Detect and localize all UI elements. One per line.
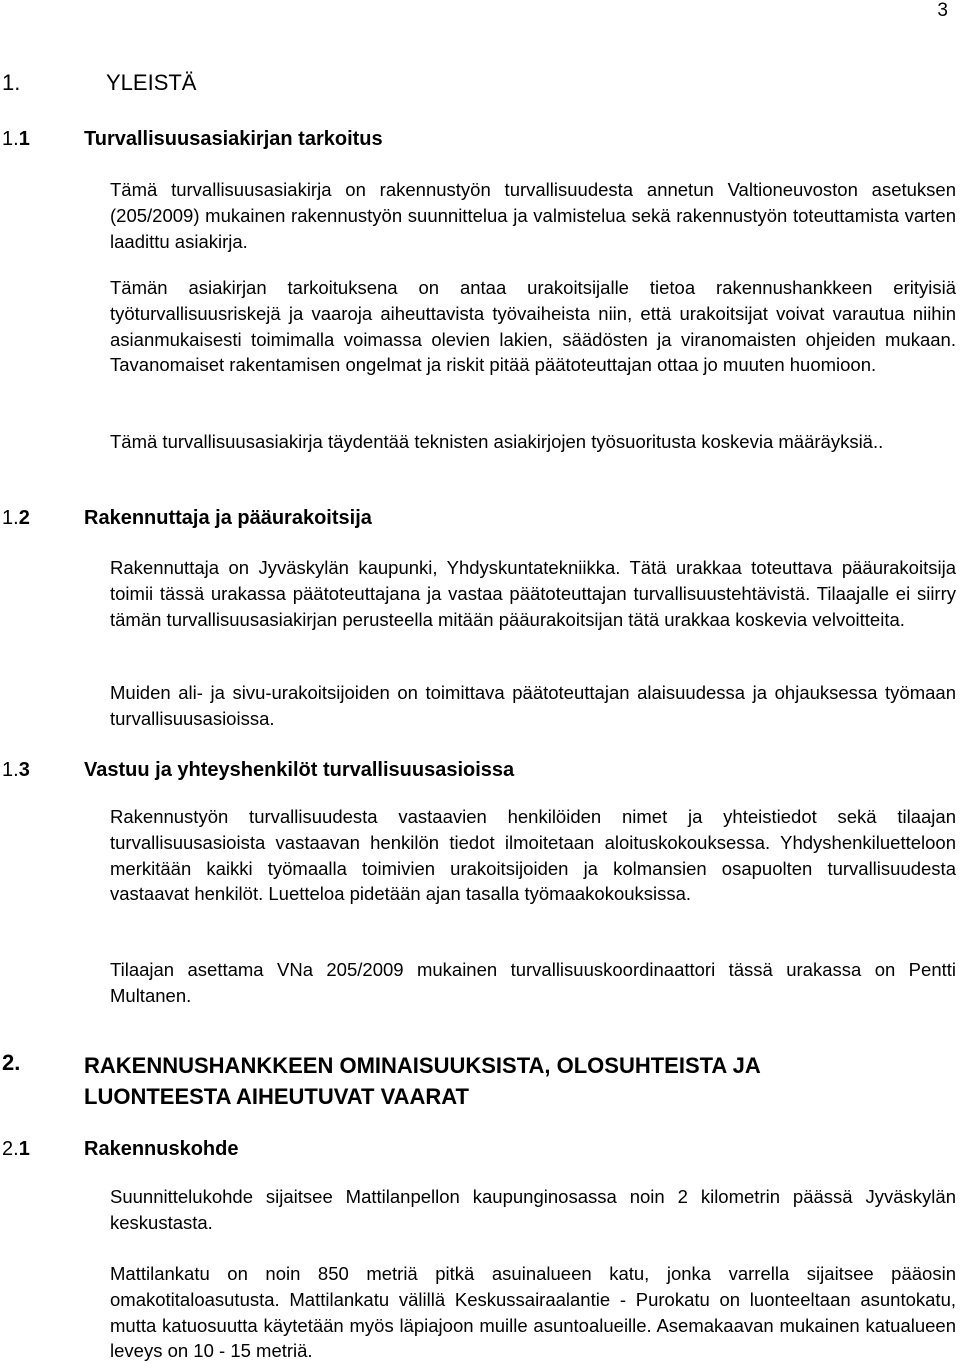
paragraph: Mattilankatu on noin 850 metriä pitkä asuinalueen katu, jonka varrella sijaitsee pääosin omakotitaloasutusta. Mattilankatu välillä Keskussairaalantie - Purokatu on luonteeltaan asuntokatu, mutta katuosuutta käytetään myös läpiajoon muille asuntoalueille. Asemakaavan mukainen katualueen leveys on 10 - 15 metriä. xyxy=(110,1263,956,1362)
paragraph: Suunnittelukohde sijaitsee Mattilanpellon kaupunginosassa noin 2 kilometrin päässä Jyväskylän keskustasta. xyxy=(110,1186,956,1233)
section-number: 2. xyxy=(2,1050,21,1075)
paragraph: Rakennuttaja on Jyväskylän kaupunki, Yhdyskuntatekniikka. Tätä urakkaa toteuttava pääurakoitsija toimii tässä urakassa päätoteuttajana ja vastaa päätoteuttajan turvallisuustehtävistä. Tilaajalle ei siirry tämän turvallisuusasiakirjan perusteella mitään pääurakoitsijan tätä urakkaa koskevia velvoitteita. xyxy=(110,557,956,630)
paragraph: Tämä turvallisuusasiakirja täydentää teknisten asiakirjojen työsuoritusta koskevia määräyksiä.. xyxy=(110,431,884,452)
paragraph: Tämä turvallisuusasiakirja on rakennustyön turvallisuudesta annetun Valtioneuvoston asetuksen (205/2009) mukainen rakennustyön suunnittelua ja valmistelua sekä rakennustyön toteuttamista varten laadittu asiakirja. xyxy=(110,179,956,252)
subsection-number: 1.3 xyxy=(2,759,30,781)
subsection-number: 2.1 xyxy=(2,1138,30,1160)
paragraph: Rakennustyön turvallisuudesta vastaavien henkilöiden nimet ja yhteistiedot sekä tilaajan turvallisuusasioista vastaavan henkilön tiedot ilmoitetaan aloituskokouksessa. Yhdyshenkiluetteloon merkitään kaikki työmaalla toimivien urakoitsijoiden ja kolmansien osapuolten turvallisuudesta vastaavat henkilöt. Luetteloa pidetään ajan tasalla työmaakokouksissa. xyxy=(110,806,956,905)
paragraph: Tilaajan asettama VNa 205/2009 mukainen turvallisuuskoordinaattori tässä urakassa on Pentti Multanen. xyxy=(110,959,956,1006)
subsection-title: Vastuu ja yhteyshenkilöt turvallisuusasioissa xyxy=(84,759,515,781)
section-title: YLEISTÄ xyxy=(106,70,197,95)
section-title xyxy=(84,1050,761,1112)
section-title-line: RAKENNUSHANKKEEN OMINAISUUKSISTA, OLOSUHTEISTA JA xyxy=(84,1053,761,1078)
section-title-line: LUONTEESTA AIHEUTUVAT VAARAT xyxy=(84,1084,469,1109)
subsection-number: 1.1 xyxy=(2,128,30,150)
subsection-title: Turvallisuusasiakirjan tarkoitus xyxy=(84,128,383,150)
section-number: 1. xyxy=(2,70,21,95)
subsection-title: Rakennuskohde xyxy=(84,1138,239,1160)
page-number: 3 xyxy=(937,0,948,21)
subsection-number: 1.2 xyxy=(2,507,30,529)
paragraph: Muiden ali- ja sivu-urakoitsijoiden on toimittava päätoteuttajan alaisuudessa ja ohjauksessa työmaan turvallisuusasioissa. xyxy=(110,682,956,729)
paragraph: Tämän asiakirjan tarkoituksena on antaa urakoitsijalle tietoa rakennushankkeen erityisiä työturvallisuusriskejä ja vaaroja aiheuttavista työvaiheista niin, että urakoitsijat voivat varautua niihin asianmukaisesti toimimalla voimassa olevien lakien, säädösten ja viranomaisten ohjeiden mukaan. Tavanomaiset rakentamisen ongelmat ja riskit pitää päätoteuttajan ottaa jo muuten huomioon. xyxy=(110,277,956,376)
subsection-title: Rakennuttaja ja pääurakoitsija xyxy=(84,507,372,529)
